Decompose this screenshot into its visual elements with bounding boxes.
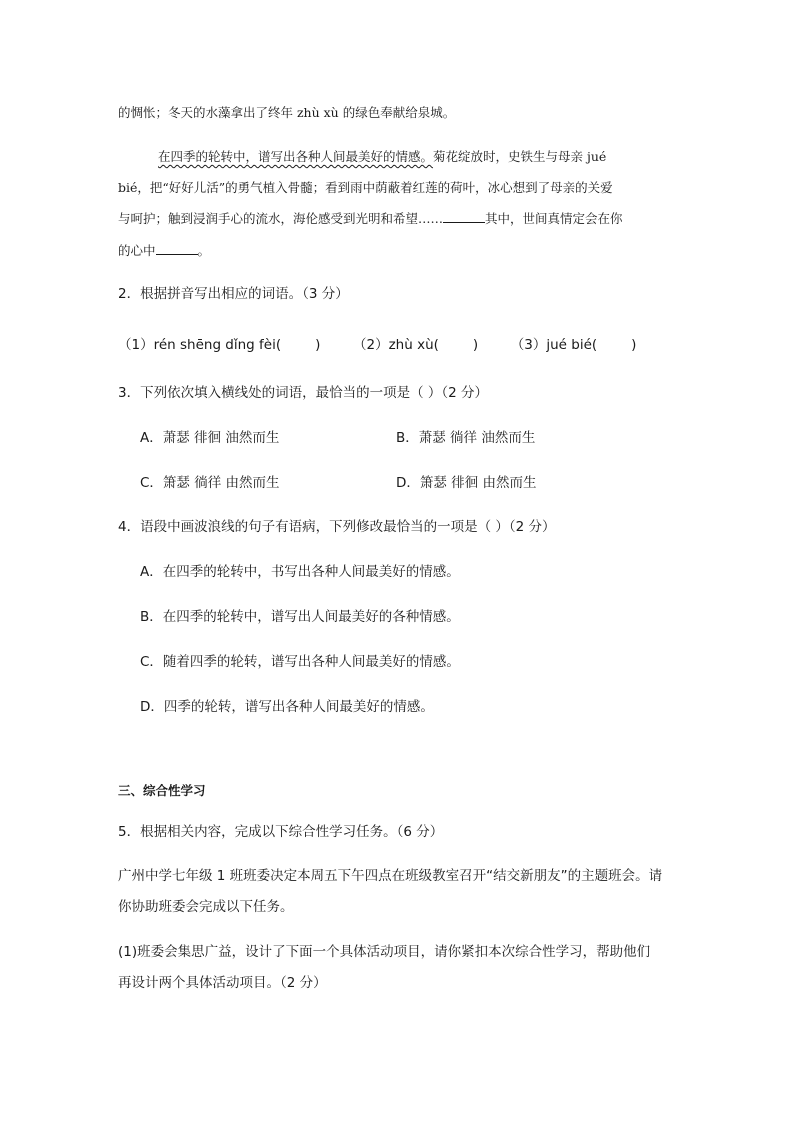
question-2-title: 2．根据拼音写出相应的词语。（3 分） — [118, 286, 349, 302]
question-3-title: 3．下列依次填入横线处的词语，最恰当的一项是（ ）（2 分） — [118, 385, 489, 401]
section-3-heading: 三、综合性学习 — [118, 783, 206, 798]
question-2-items: （1）rén shēng dǐng fèi( ) （2）zhù xù( ) （3）jué bié( ) — [118, 337, 637, 353]
q4-option-d[interactable]: D．四季的轮转，谱写出各种人间最美好的情感。 — [140, 699, 434, 715]
q3-option-d[interactable]: D．箫瑟 徘徊 由然而生 — [396, 475, 537, 491]
fill-blank-2[interactable] — [156, 242, 198, 255]
q2-item-1: （1）rén shēng dǐng fèi( — [118, 337, 282, 353]
question-5-title: 5．根据相关内容，完成以下综合性学习任务。（6 分） — [118, 824, 444, 840]
q4-option-b[interactable]: B．在四季的轮转中，谱写出人间最美好的各种情感。 — [140, 609, 460, 625]
wavy-underlined-sentence: 在四季的轮转中，谱写出各种人间最美好的情感。 — [158, 149, 434, 164]
q2-item-2: （2）zhù xù( — [353, 337, 439, 353]
question-4-title: 4．语段中画波浪线的句子有语病，下列修改最恰当的一项是（ ）（2 分） — [118, 519, 556, 535]
q2-item-3: （3）jué bié( — [510, 337, 598, 353]
q3-option-a[interactable]: A．萧瑟 徘徊 油然而生 — [140, 430, 280, 446]
q3-option-b[interactable]: B．萧瑟 徜徉 油然而生 — [396, 430, 536, 446]
fill-blank-1[interactable] — [443, 210, 485, 223]
q5-intro-line-1: 广州中学七年级 1 班班委决定本周五下午四点在班级教室召开“结交新朋友”的主题班会。请 — [118, 868, 663, 884]
q5-intro-line-2: 你协助班委会完成以下任务。 — [118, 899, 294, 915]
q5-sub1-line-1: (1)班委会集思广益，设计了下面一个具体活动项目，请你紧扣本次综合性学习，帮助他们 — [118, 944, 651, 960]
q4-option-a[interactable]: A．在四季的轮转中，书写出各种人间最美好的情感。 — [140, 564, 460, 580]
passage-line-1: 的惆怅；冬天的水藻拿出了终年 zhù xù 的绿色奉献给泉城。 — [118, 105, 456, 120]
q5-sub1-line-2: 再设计两个具体活动项目。（2 分） — [118, 975, 327, 991]
q4-option-c[interactable]: C．随着四季的轮转，谱写出各种人间最美好的情感。 — [140, 654, 460, 670]
passage-line-2: 在四季的轮转中，谱写出各种人间最美好的情感。菊花绽放时，史铁生与母亲 jué — [158, 149, 607, 164]
passage-line-4: 与呵护；触到浸润手心的流水，海伦感受到光明和希望…… 其中，世间真情定会在你 — [118, 211, 623, 226]
q3-option-c[interactable]: C．箫瑟 徜徉 由然而生 — [140, 475, 280, 491]
passage-line-3: bié，把“好好儿活”的勇气植入骨髓；看到雨中荫蔽着红莲的荷叶，冰心想到了母亲的关爱 — [118, 180, 613, 195]
passage-line-5: 的心中 。 — [118, 243, 211, 258]
